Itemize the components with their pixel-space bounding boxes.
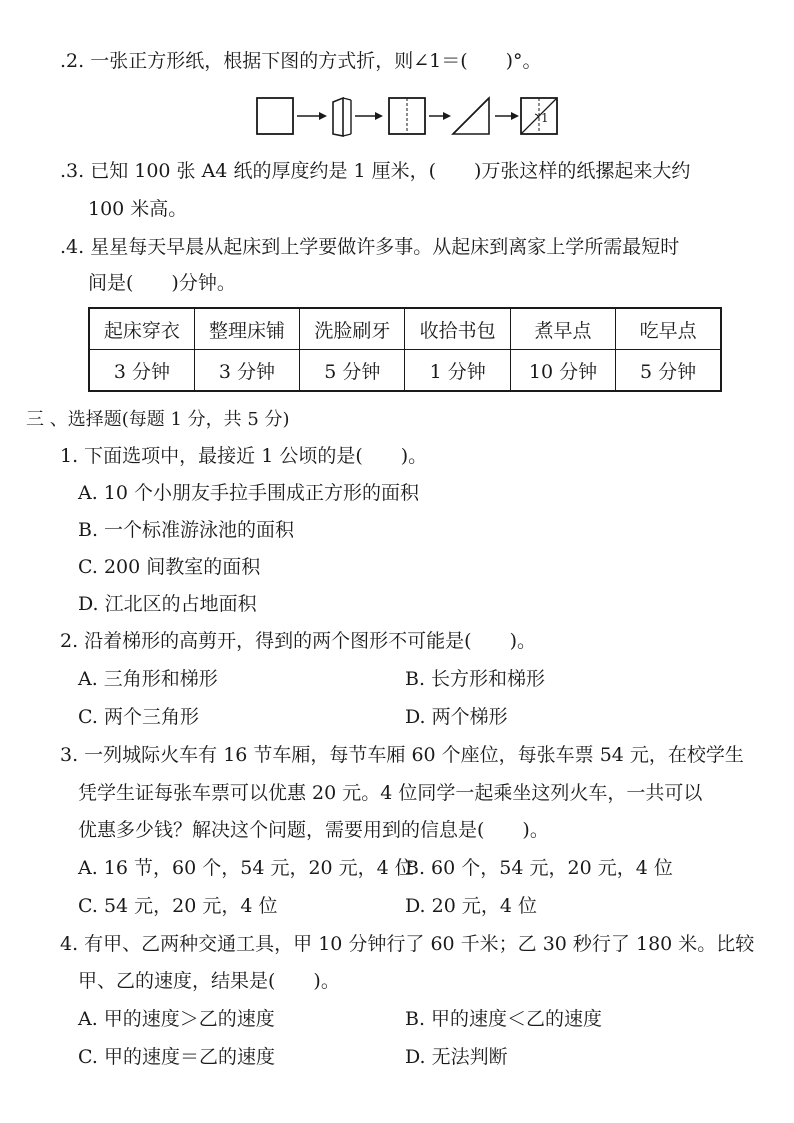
problem-14-line-1: .4. 星星每天早晨从起床到上学要做许多事。从起床到离家上学所需最短时 <box>60 236 680 258</box>
table-header-cell: 整理床铺 <box>194 308 299 350</box>
table-header-cell: 收拾书包 <box>405 308 510 350</box>
choice-q2-option-b: B. 长方形和梯形 <box>405 668 546 690</box>
choice-q4-option-c: C. 甲的速度＝乙的速度 <box>78 1046 275 1068</box>
table-cell: 5 分钟 <box>616 350 721 392</box>
table-cell: 1 分钟 <box>405 350 510 392</box>
folding-diagram <box>255 96 565 138</box>
choice-q2-option-a: A. 三角形和梯形 <box>78 668 218 690</box>
choice-q4-option-a: A. 甲的速度＞乙的速度 <box>78 1008 275 1030</box>
table-cell: 3 分钟 <box>89 350 194 392</box>
choice-q2-option-d: D. 两个梯形 <box>405 706 508 728</box>
choice-q2-option-c: C. 两个三角形 <box>78 706 199 728</box>
chores-table <box>88 307 722 392</box>
choice-q3-stem-line-1: 3. 一列城际火车有 16 节车厢，每节车厢 60 个座位，每张车票 54 元，在校学生 <box>60 744 744 766</box>
choice-q2-stem: 2. 沿着梯形的高剪开，得到的两个图形不可能是( )。 <box>60 630 536 652</box>
table-cell: 5 分钟 <box>300 350 405 392</box>
choice-q3-option-d: D. 20 元，4 位 <box>405 895 537 917</box>
problem-13-line-1: .3. 已知 100 张 A4 纸的厚度约是 1 厘米，( )万张这样的纸摞起来大约 <box>60 160 691 182</box>
choice-q4-stem-line-2: 甲、乙的速度，结果是( )。 <box>78 970 340 992</box>
choice-q4-option-d: D. 无法判断 <box>405 1046 508 1068</box>
problem-12-text: .2. 一张正方形纸，根据下图的方式折，则∠1＝( )°。 <box>60 50 542 72</box>
problem-13-line-2: 100 米高。 <box>88 198 188 220</box>
choice-q1-option-d: D. 江北区的占地面积 <box>78 593 257 615</box>
diagonal-fold-step-4 <box>453 98 489 134</box>
unfolded-paper-step-3 <box>389 98 425 134</box>
choice-q3-stem-line-3: 优惠多少钱？解决这个问题，需要用到的信息是( )。 <box>78 819 549 841</box>
choice-q1-option-b: B. 一个标准游泳池的面积 <box>78 519 295 541</box>
choice-q1-option-a: A. 10 个小朋友手拉手围成正方形的面积 <box>78 482 420 504</box>
choice-q3-stem-line-2: 凭学生证每张车票可以优惠 20 元。4 位同学一起乘坐这列火车，一共可以 <box>78 782 703 804</box>
choice-q3-option-c: C. 54 元，20 元，4 位 <box>78 895 278 917</box>
folding-paper-step-2 <box>333 98 351 136</box>
choice-q3-option-a: A. 16 节，60 个，54 元，20 元，4 位 <box>78 857 414 879</box>
square-paper-step-1 <box>257 98 293 134</box>
table-cell: 3 分钟 <box>194 350 299 392</box>
table-header-row <box>89 308 721 350</box>
arrow-right-icon <box>297 112 327 120</box>
table-header-cell: 起床穿衣 <box>89 308 194 350</box>
arrow-right-icon <box>355 112 383 120</box>
table-header-cell: 吃早点 <box>616 308 721 350</box>
choice-q1-stem: 1. 下面选项中，最接近 1 公顷的是( )。 <box>60 445 428 467</box>
table-row <box>89 350 721 392</box>
problem-14-line-2: 间是( )分钟。 <box>88 272 236 294</box>
table-header-cell: 煮早点 <box>510 308 615 350</box>
table-cell: 10 分钟 <box>510 350 615 392</box>
choice-q1-option-c: C. 200 间教室的面积 <box>78 556 261 578</box>
choice-q3-option-b: B. 60 个，54 元，20 元，4 位 <box>405 857 673 879</box>
choice-q4-option-b: B. 甲的速度＜乙的速度 <box>405 1008 603 1030</box>
arrow-right-icon <box>429 112 451 120</box>
table-header-cell: 洗脸刷牙 <box>300 308 405 350</box>
angle-1-label: 1 <box>541 111 549 125</box>
arrow-right-icon <box>495 112 519 120</box>
final-fold-step-5 <box>521 98 557 134</box>
section-3-title: 三 、选择题(每题 1 分，共 5 分) <box>26 409 290 430</box>
choice-q4-stem-line-1: 4. 有甲、乙两种交通工具，甲 10 分钟行了 60 千米；乙 30 秒行了 180 米。比较 <box>60 933 755 955</box>
